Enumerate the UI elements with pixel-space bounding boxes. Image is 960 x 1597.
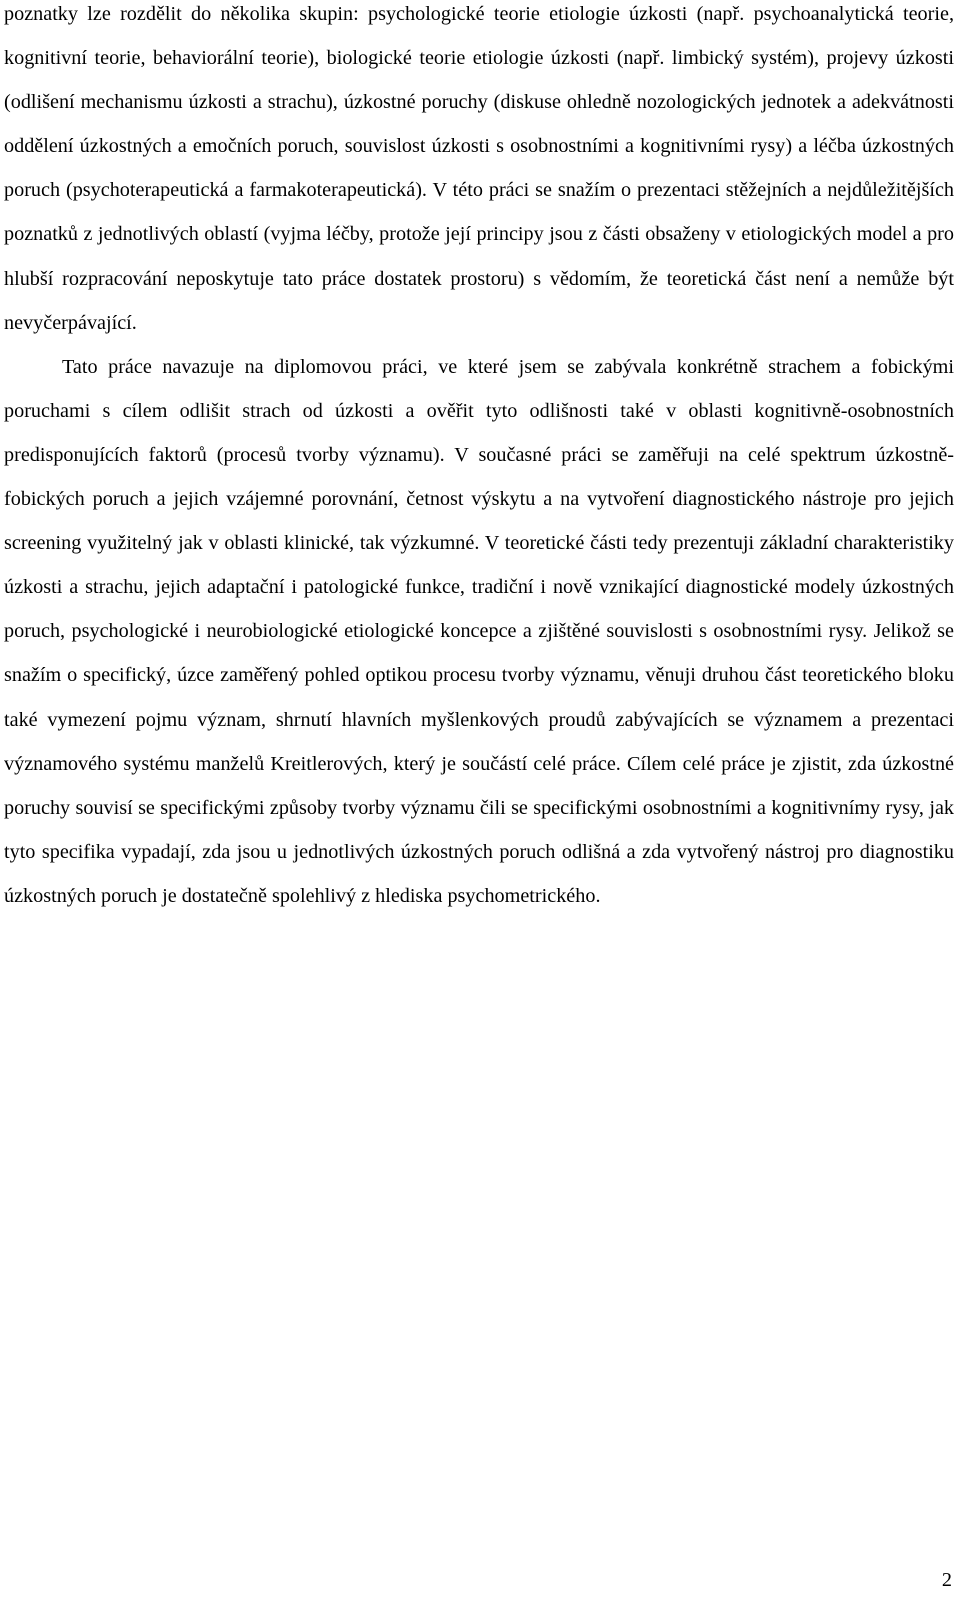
paragraph: Tato práce navazuje na diplomovou práci, ve které jsem se zabývala konkrétně strachem a fobickými poruchami s cílem odlišit strach od úzkosti a ověřit tyto odlišnosti také v oblasti kognitivně-osobnostních predisponujících faktorů (procesů tvorby významu). V současné práci se zaměřuji na celé spektrum úzkostně-fobických poruch a jejich vzájemné porovnání, četnost výskytu a na vytvoření diagnostického nástroje pro jejich screening využitelný jak v oblasti klinické, tak výzkumné. V teoretické části tedy prezentuji základní charakteristiky úzkosti a strachu, jejich adaptační i patologické funkce, tradiční i nově vznikající diagnostické modely úzkostných poruch, psychologické i neurobiologické etiologické koncepce a zjištěné souvislosti s osobnostními rysy. Jelikož se snažím o specifický, úzce zaměřený pohled optikou procesu tvorby významu, věnuji druhou část teoretického bloku také vymezení pojmu význam, shrnutí hlavních myšlenkových proudů zabývajících se významem a prezentaci významového systému manželů Kreitlerových, který je součástí celé práce. Cílem celé práce je zjistit, zda úzkostné poruchy souvisí se specifickými způsoby tvorby významu čili se specifickými osobnostními a kognitivnímy rysy, jak tyto specifika vypadají, zda jsou u jednotlivých úzkostných poruch odlišná a zda vytvořený nástroj pro diagnostiku úzkostných poruch je dostatečně spolehlivý z hlediska psychometrického. xyxy=(4,355,954,907)
paragraph-continued: poznatky lze rozdělit do několika skupin: psychologické teorie etiologie úzkosti (např. psychoanalytická teorie, kognitivní teorie, behaviorální teorie), biologické teorie etiologie úzkosti (např. limbický systém), projevy úzkosti (odlišení mechanismu úzkosti a strachu), úzkostné poruchy (diskuse ohledně nozologických jednotek a adekvátnosti oddělení úzkostných a emočních poruch, souvislost úzkosti s osobnostními a kognitivními rysy) a léčba úzkostných poruch (psychoterapeutická a farmakoterapeutická). V této práci se snažím o prezentaci stěžejních a nejdůležitějších poznatků z jednotlivých oblastí (vyjma léčby, protože její principy jsou z části obsaženy v etiologických model a pro hlubší rozpracování neposkytuje tato práce dostatek prostoru) s vědomím, že teoretická část není a nemůže být nevyčerpávající. xyxy=(4,3,954,334)
body-text xyxy=(4,0,954,918)
page-number: 2 xyxy=(941,1569,952,1591)
